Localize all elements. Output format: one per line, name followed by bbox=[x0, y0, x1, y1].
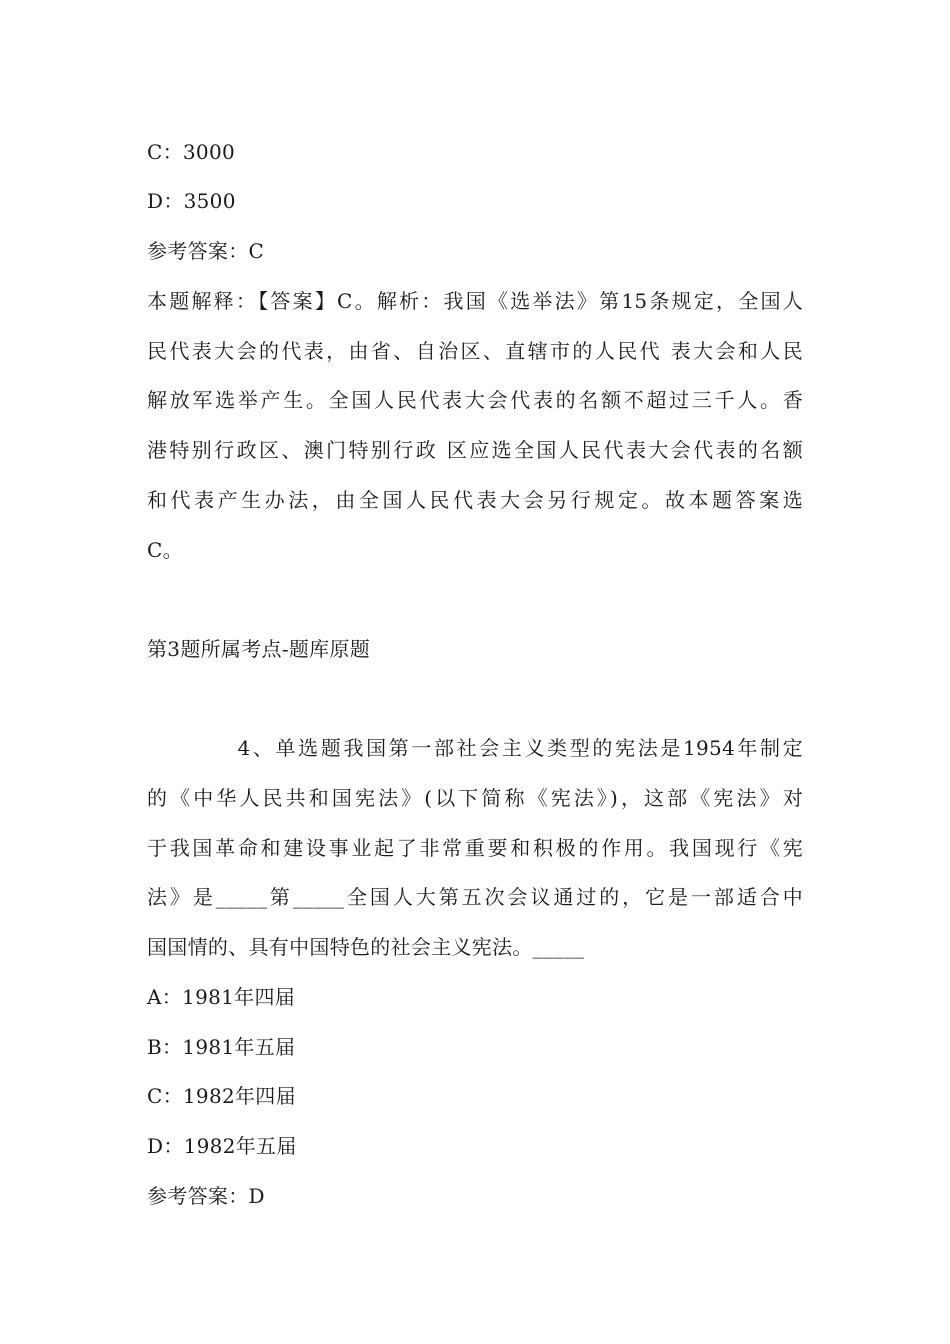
q3-explanation-line-3: 解放军选举产生。全国人民代表大会代表的名额不超过三千人。香 bbox=[147, 388, 803, 412]
q3-explanation-line-2: 民代表大会的代表，由省、自治区、直辖市的人民代 表大会和人民 bbox=[147, 339, 803, 363]
q4-question-line-3: 于我国革命和建设事业起了非常重要和积极的作用。我国现行《宪 bbox=[147, 836, 803, 860]
q4-question-line-2: 的《中华人民共和国宪法》(以下简称《宪法》)，这部《宪法》对 bbox=[147, 786, 803, 810]
q3-explanation-line-1: 本题解释：【答案】C。解析：我国《选举法》第15条规定，全国人 bbox=[147, 289, 803, 313]
q4-option-a: A：1981年四届 bbox=[147, 985, 296, 1009]
q3-answer: 参考答案：C bbox=[147, 239, 265, 263]
q4-option-d: D：1982年五届 bbox=[147, 1134, 297, 1158]
q3-topic: 第3题所属考点-题库原题 bbox=[147, 637, 371, 661]
q3-explanation-line-5: 和代表产生办法，由全国人民代表大会另行规定。故本题答案选 bbox=[147, 488, 803, 512]
q4-question-line-4: 法》是_____第_____全国人大第五次会议通过的，它是一部适合中 bbox=[147, 885, 803, 909]
q4-option-c: C：1982年四届 bbox=[147, 1084, 296, 1108]
q4-question-line-1: 4、单选题我国第一部社会主义类型的宪法是1954年制定 bbox=[147, 736, 803, 760]
q3-explanation-line-6: C。 bbox=[147, 538, 183, 562]
q4-answer: 参考答案：D bbox=[147, 1184, 265, 1208]
q3-option-c: C：3000 bbox=[147, 140, 236, 164]
q3-option-d: D：3500 bbox=[147, 189, 236, 213]
q4-question-line-5: 国国情的、具有中国特色的社会主义宪法。_____ bbox=[147, 935, 585, 959]
q3-explanation-line-4: 港特别行政区、澳门特别行政 区应选全国人民代表大会代表的名额 bbox=[147, 438, 803, 462]
q4-option-b: B：1981年五届 bbox=[147, 1035, 296, 1059]
